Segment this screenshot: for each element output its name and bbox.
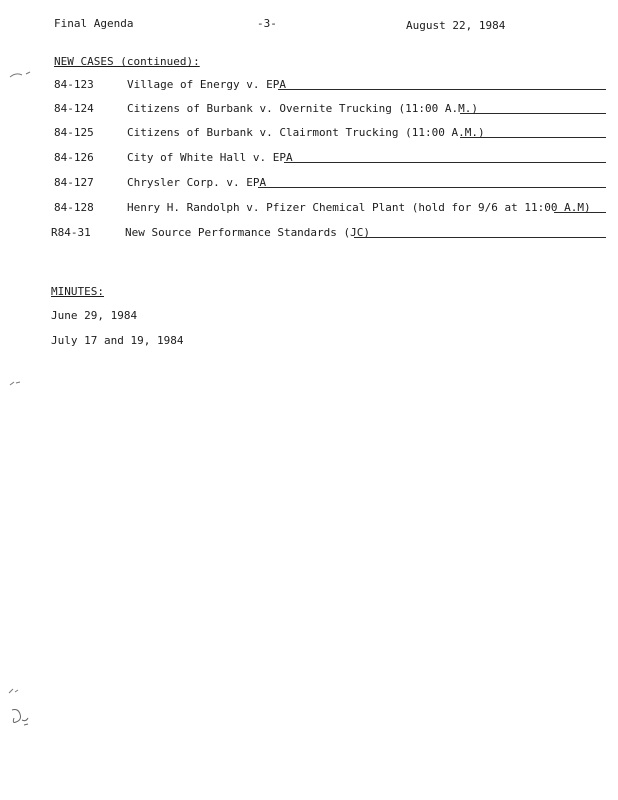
blank-line	[460, 137, 606, 138]
blank-line	[354, 237, 606, 238]
case-row	[0, 102, 618, 116]
case-row	[0, 151, 618, 165]
case-row	[0, 126, 618, 140]
case-number: 84-128	[54, 201, 94, 214]
blank-line	[278, 89, 606, 90]
new-cases-heading: NEW CASES (continued):	[54, 55, 200, 68]
case-row	[0, 226, 618, 240]
header-agenda-title: Final Agenda	[54, 17, 134, 30]
blank-line	[258, 187, 606, 188]
case-row	[0, 78, 618, 92]
page-number: -3-	[257, 17, 277, 30]
scan-mark	[6, 686, 26, 696]
case-number: 84-125	[54, 126, 94, 139]
scan-mark	[8, 68, 34, 82]
case-number: R84-31	[51, 226, 91, 239]
scan-mark	[8, 706, 34, 730]
case-title: Chrysler Corp. v. EPA	[127, 176, 267, 189]
blank-line	[554, 212, 606, 213]
case-title: Citizens of Burbank v. Overnite Trucking (11:00 A.M.)	[127, 102, 478, 115]
minutes-heading: MINUTES:	[51, 285, 104, 298]
case-title: Village of Energy v. EPA	[127, 78, 286, 91]
case-row	[0, 176, 618, 190]
blank-line	[284, 162, 606, 163]
case-title: Citizens of Burbank v. Clairmont Trucking (11:00 A.M.)	[127, 126, 485, 139]
case-title: New Source Performance Standards (JC)	[125, 226, 371, 239]
case-number: 84-124	[54, 102, 94, 115]
blank-line	[460, 113, 606, 114]
case-number: 84-127	[54, 176, 94, 189]
case-number: 84-126	[54, 151, 94, 164]
scan-mark	[8, 378, 22, 388]
minutes-item: June 29, 1984	[51, 309, 138, 322]
case-number: 84-123	[54, 78, 94, 91]
case-title: City of White Hall v. EPA	[127, 151, 293, 164]
case-row	[0, 201, 618, 215]
case-title: Henry H. Randolph v. Pfizer Chemical Plant (hold for 9/6 at 11:00 A.M)	[127, 201, 591, 214]
minutes-item: July 17 and 19, 1984	[51, 334, 184, 347]
header-date: August 22, 1984	[406, 19, 506, 32]
